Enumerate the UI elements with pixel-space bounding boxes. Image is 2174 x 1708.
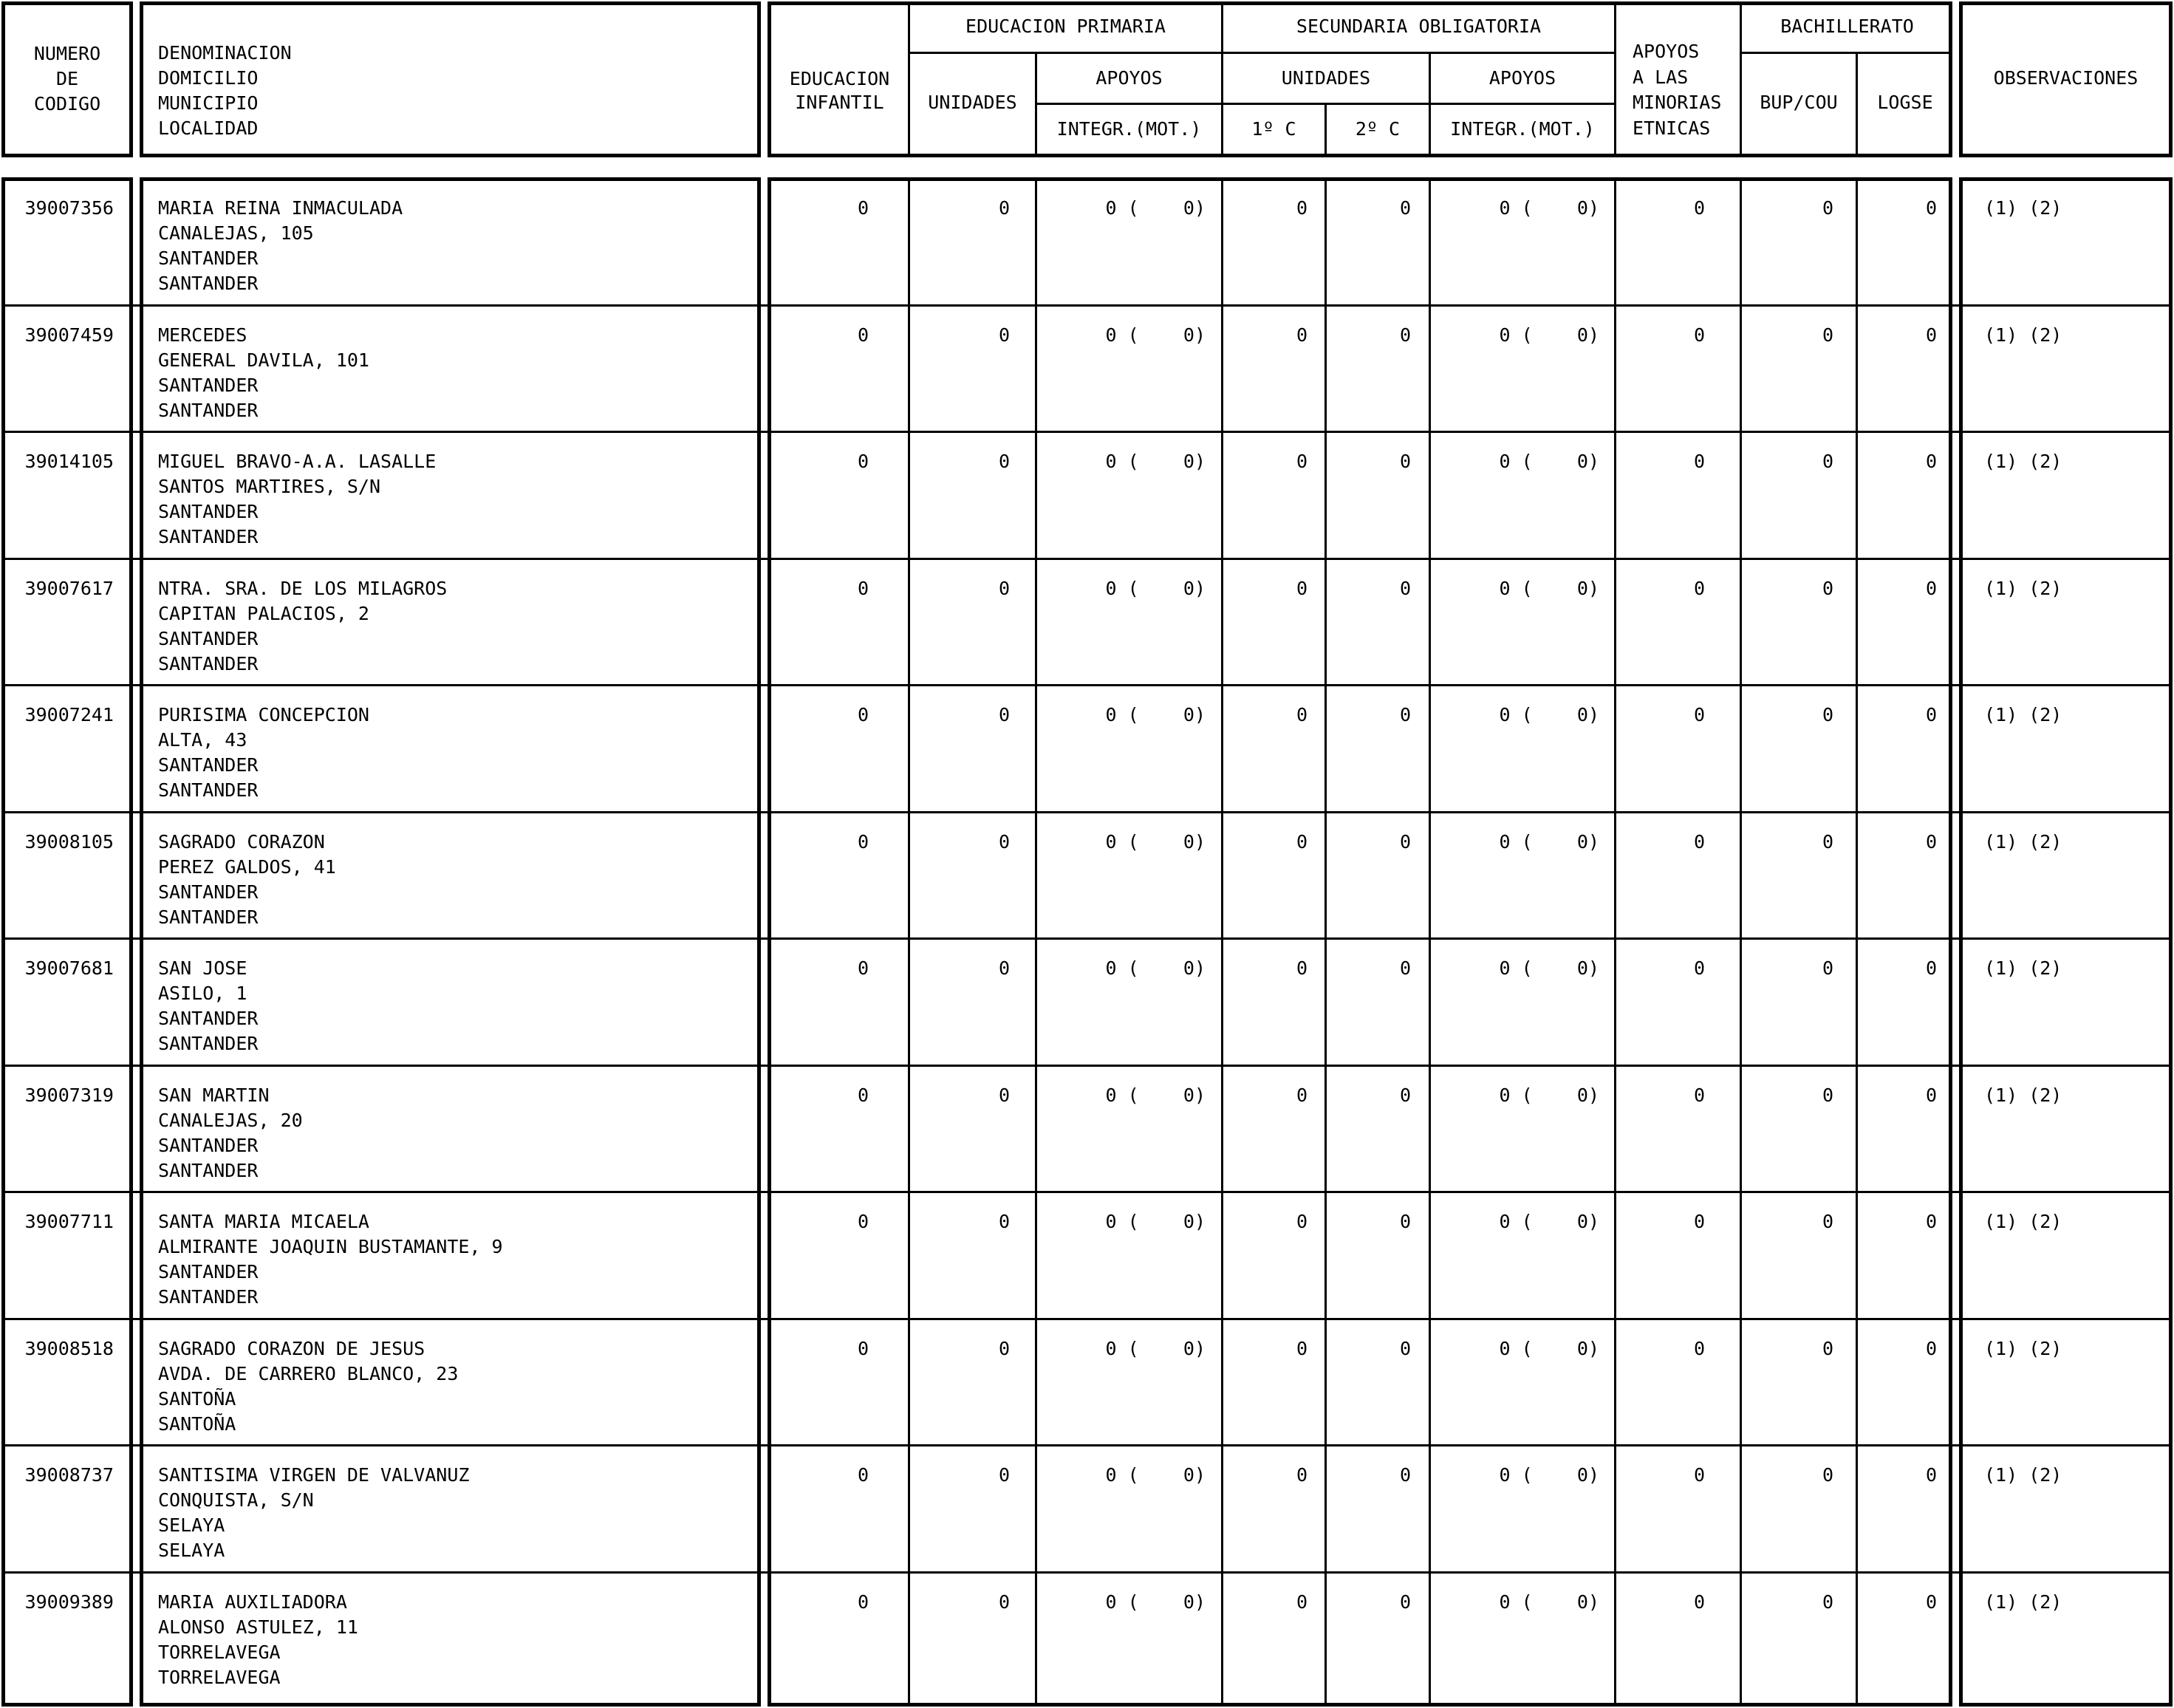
cell-secundaria-2c: 0 bbox=[1399, 1338, 1411, 1359]
cell-primaria-unidades: 0 bbox=[998, 1591, 1010, 1613]
cell-denominacion: NTRA. SRA. DE LOS MILAGROS bbox=[158, 578, 448, 599]
header-segundo-ciclo: 2º C bbox=[1355, 118, 1401, 140]
cell-domicilio: CAPITAN PALACIOS, 2 bbox=[158, 603, 369, 624]
header-divider bbox=[1740, 52, 1952, 54]
cell-bup-cou: 0 bbox=[1822, 451, 1833, 472]
cell-logse: 0 bbox=[1925, 451, 1937, 472]
cell-primaria-unidades: 0 bbox=[998, 1464, 1010, 1486]
cell-observaciones: (1) (2) bbox=[1984, 831, 2062, 853]
row-divider bbox=[1, 684, 2173, 686]
cell-localidad: SANTANDER bbox=[158, 906, 259, 928]
header-primer-ciclo: 1º C bbox=[1251, 118, 1296, 140]
header-apoyos-minorias-1: APOYOS bbox=[1633, 41, 1700, 62]
cell-municipio: SANTANDER bbox=[158, 247, 259, 269]
cell-localidad: SANTANDER bbox=[158, 273, 259, 294]
cell-secundaria-apoyos: 0 ( 0) bbox=[1499, 451, 1599, 472]
cell-denominacion: SANTA MARIA MICAELA bbox=[158, 1211, 369, 1232]
cell-localidad: TORRELAVEGA bbox=[158, 1667, 281, 1688]
cell-observaciones: (1) (2) bbox=[1984, 957, 2062, 979]
cell-primaria-unidades: 0 bbox=[998, 704, 1010, 725]
cell-secundaria-apoyos: 0 ( 0) bbox=[1499, 704, 1599, 725]
cell-codigo: 39008518 bbox=[24, 1338, 114, 1359]
cell-secundaria-2c: 0 bbox=[1399, 451, 1411, 472]
cell-codigo: 39007241 bbox=[24, 704, 114, 725]
cell-denominacion: MIGUEL BRAVO-A.A. LASALLE bbox=[158, 451, 437, 472]
row-divider bbox=[1, 1191, 2173, 1193]
cell-apoyos-minorias: 0 bbox=[1693, 831, 1705, 853]
cell-codigo: 39007617 bbox=[24, 578, 114, 599]
cell-primaria-apoyos: 0 ( 0) bbox=[1105, 1338, 1206, 1359]
cell-apoyos-minorias: 0 bbox=[1693, 451, 1705, 472]
cell-municipio: SANTOÑA bbox=[158, 1388, 236, 1410]
cell-observaciones: (1) (2) bbox=[1984, 704, 2062, 725]
header-educacion-primaria: EDUCACION PRIMARIA bbox=[965, 16, 1166, 37]
cell-secundaria-2c: 0 bbox=[1399, 1591, 1411, 1613]
cell-localidad: SANTANDER bbox=[158, 1033, 259, 1054]
cell-municipio: TORRELAVEGA bbox=[158, 1642, 281, 1663]
cell-secundaria-2c: 0 bbox=[1399, 1084, 1411, 1106]
cell-bup-cou: 0 bbox=[1822, 957, 1833, 979]
cell-educacion-infantil: 0 bbox=[857, 831, 869, 853]
cell-secundaria-2c: 0 bbox=[1399, 1211, 1411, 1232]
cell-apoyos-minorias: 0 bbox=[1693, 578, 1705, 599]
cell-primaria-apoyos: 0 ( 0) bbox=[1105, 578, 1206, 599]
cell-municipio: SANTANDER bbox=[158, 375, 259, 396]
header-primaria-unidades: UNIDADES bbox=[928, 92, 1017, 113]
cell-apoyos-minorias: 0 bbox=[1693, 197, 1705, 219]
cell-bup-cou: 0 bbox=[1822, 324, 1833, 346]
cell-secundaria-2c: 0 bbox=[1399, 1464, 1411, 1486]
header-divider bbox=[1614, 1, 1616, 157]
cell-secundaria-apoyos: 0 ( 0) bbox=[1499, 1084, 1599, 1106]
cell-domicilio: ALMIRANTE JOAQUIN BUSTAMANTE, 9 bbox=[158, 1236, 503, 1257]
header-denominacion: DENOMINACION bbox=[158, 42, 292, 64]
cell-bup-cou: 0 bbox=[1822, 197, 1833, 219]
header-educacion: EDUCACION bbox=[789, 68, 890, 89]
cell-observaciones: (1) (2) bbox=[1984, 197, 2062, 219]
header-infantil: INFANTIL bbox=[795, 92, 884, 113]
cell-bup-cou: 0 bbox=[1822, 1211, 1833, 1232]
cell-secundaria-1c: 0 bbox=[1296, 704, 1308, 725]
cell-primaria-unidades: 0 bbox=[998, 957, 1010, 979]
cell-primaria-unidades: 0 bbox=[998, 197, 1010, 219]
cell-municipio: SANTANDER bbox=[158, 1008, 259, 1029]
cell-secundaria-apoyos: 0 ( 0) bbox=[1499, 197, 1599, 219]
cell-localidad: SANTANDER bbox=[158, 400, 259, 421]
cell-apoyos-minorias: 0 bbox=[1693, 1591, 1705, 1613]
cell-primaria-unidades: 0 bbox=[998, 831, 1010, 853]
cell-secundaria-1c: 0 bbox=[1296, 578, 1308, 599]
row-divider bbox=[1, 1571, 2173, 1574]
row-divider bbox=[1, 304, 2173, 307]
header-secundaria-obligatoria: SECUNDARIA OBLIGATORIA bbox=[1296, 16, 1542, 37]
cell-domicilio: CONQUISTA, S/N bbox=[158, 1489, 314, 1511]
cell-secundaria-1c: 0 bbox=[1296, 1464, 1308, 1486]
cell-logse: 0 bbox=[1925, 197, 1937, 219]
cell-secundaria-1c: 0 bbox=[1296, 324, 1308, 346]
cell-observaciones: (1) (2) bbox=[1984, 1338, 2062, 1359]
cell-secundaria-apoyos: 0 ( 0) bbox=[1499, 957, 1599, 979]
cell-apoyos-minorias: 0 bbox=[1693, 1084, 1705, 1106]
header-logse: LOGSE bbox=[1877, 92, 1933, 113]
cell-bup-cou: 0 bbox=[1822, 1464, 1833, 1486]
cell-bup-cou: 0 bbox=[1822, 1338, 1833, 1359]
header-apoyos-minorias-3: MINORIAS bbox=[1633, 92, 1722, 113]
cell-observaciones: (1) (2) bbox=[1984, 324, 2062, 346]
header-de: DE bbox=[55, 68, 79, 89]
cell-domicilio: ALTA, 43 bbox=[158, 729, 247, 751]
cell-codigo: 39007681 bbox=[24, 957, 114, 979]
cell-educacion-infantil: 0 bbox=[857, 197, 869, 219]
cell-educacion-infantil: 0 bbox=[857, 1464, 869, 1486]
cell-domicilio: AVDA. DE CARRERO BLANCO, 23 bbox=[158, 1363, 459, 1384]
cell-domicilio: CANALEJAS, 105 bbox=[158, 222, 314, 244]
cell-bup-cou: 0 bbox=[1822, 704, 1833, 725]
row-divider bbox=[1, 558, 2173, 560]
cell-domicilio: PEREZ GALDOS, 41 bbox=[158, 856, 336, 878]
header-divider bbox=[908, 52, 1614, 54]
cell-domicilio: ASILO, 1 bbox=[158, 983, 247, 1004]
header-apoyos-minorias-2: A LAS bbox=[1633, 66, 1689, 88]
cell-observaciones: (1) (2) bbox=[1984, 451, 2062, 472]
cell-apoyos-minorias: 0 bbox=[1693, 957, 1705, 979]
cell-secundaria-2c: 0 bbox=[1399, 957, 1411, 979]
cell-codigo: 39007711 bbox=[24, 1211, 114, 1232]
cell-logse: 0 bbox=[1925, 957, 1937, 979]
cell-secundaria-apoyos: 0 ( 0) bbox=[1499, 578, 1599, 599]
cell-primaria-unidades: 0 bbox=[998, 1338, 1010, 1359]
cell-localidad: SANTANDER bbox=[158, 1160, 259, 1181]
cell-denominacion: PURISIMA CONCEPCION bbox=[158, 704, 369, 725]
cell-denominacion: SAN MARTIN bbox=[158, 1084, 270, 1106]
row-divider bbox=[1, 1318, 2173, 1320]
cell-secundaria-apoyos: 0 ( 0) bbox=[1499, 1338, 1599, 1359]
cell-apoyos-minorias: 0 bbox=[1693, 1464, 1705, 1486]
header-observaciones: OBSERVACIONES bbox=[1993, 67, 2139, 89]
cell-primaria-unidades: 0 bbox=[998, 1211, 1010, 1232]
cell-secundaria-1c: 0 bbox=[1296, 1338, 1308, 1359]
cell-codigo: 39009389 bbox=[24, 1591, 114, 1613]
cell-domicilio: ALONSO ASTULEZ, 11 bbox=[158, 1616, 358, 1638]
header-bachillerato: BACHILLERATO bbox=[1780, 16, 1914, 37]
header-domicilio: DOMICILIO bbox=[158, 67, 259, 89]
cell-codigo: 39008737 bbox=[24, 1464, 114, 1486]
cell-municipio: SANTANDER bbox=[158, 754, 259, 776]
header-secundaria-apoyos: APOYOS bbox=[1488, 67, 1556, 89]
cell-secundaria-apoyos: 0 ( 0) bbox=[1499, 1464, 1599, 1486]
cell-primaria-apoyos: 0 ( 0) bbox=[1105, 831, 1206, 853]
cell-secundaria-apoyos: 0 ( 0) bbox=[1499, 1211, 1599, 1232]
cell-logse: 0 bbox=[1925, 324, 1937, 346]
cell-domicilio: CANALEJAS, 20 bbox=[158, 1110, 303, 1131]
cell-apoyos-minorias: 0 bbox=[1693, 1338, 1705, 1359]
cell-municipio: SANTANDER bbox=[158, 1261, 259, 1282]
header-primaria-integr: INTEGR.(MOT.) bbox=[1056, 118, 1202, 140]
cell-primaria-apoyos: 0 ( 0) bbox=[1105, 1084, 1206, 1106]
cell-secundaria-apoyos: 0 ( 0) bbox=[1499, 324, 1599, 346]
cell-secundaria-2c: 0 bbox=[1399, 324, 1411, 346]
cell-bup-cou: 0 bbox=[1822, 578, 1833, 599]
cell-educacion-infantil: 0 bbox=[857, 1338, 869, 1359]
cell-localidad: SANTANDER bbox=[158, 653, 259, 674]
cell-secundaria-apoyos: 0 ( 0) bbox=[1499, 1591, 1599, 1613]
cell-logse: 0 bbox=[1925, 831, 1937, 853]
cell-denominacion: MARIA AUXILIADORA bbox=[158, 1591, 347, 1613]
row-divider bbox=[1, 1065, 2173, 1067]
cell-localidad: SANTANDER bbox=[158, 526, 259, 547]
row-divider bbox=[1, 431, 2173, 433]
cell-primaria-apoyos: 0 ( 0) bbox=[1105, 324, 1206, 346]
cell-logse: 0 bbox=[1925, 1211, 1937, 1232]
cell-secundaria-1c: 0 bbox=[1296, 197, 1308, 219]
cell-denominacion: SAN JOSE bbox=[158, 957, 247, 979]
header-divider bbox=[1035, 103, 1614, 105]
cell-educacion-infantil: 0 bbox=[857, 1084, 869, 1106]
cell-primaria-unidades: 0 bbox=[998, 451, 1010, 472]
cell-denominacion: MARIA REINA INMACULADA bbox=[158, 197, 403, 219]
header-primaria-apoyos: APOYOS bbox=[1095, 67, 1163, 89]
cell-logse: 0 bbox=[1925, 1338, 1937, 1359]
header-secundaria-unidades: UNIDADES bbox=[1281, 67, 1371, 89]
cell-logse: 0 bbox=[1925, 1084, 1937, 1106]
header-apoyos-minorias-4: ETNICAS bbox=[1633, 117, 1711, 139]
cell-educacion-infantil: 0 bbox=[857, 1211, 869, 1232]
header-localidad: LOCALIDAD bbox=[158, 117, 259, 139]
cell-educacion-infantil: 0 bbox=[857, 578, 869, 599]
cell-localidad: SELAYA bbox=[158, 1540, 225, 1561]
cell-secundaria-1c: 0 bbox=[1296, 1084, 1308, 1106]
cell-logse: 0 bbox=[1925, 1591, 1937, 1613]
cell-denominacion: SANTISIMA VIRGEN DE VALVANUZ bbox=[158, 1464, 470, 1486]
header-numero: NUMERO bbox=[33, 43, 101, 64]
cell-apoyos-minorias: 0 bbox=[1693, 704, 1705, 725]
cell-denominacion: SAGRADO CORAZON DE JESUS bbox=[158, 1338, 425, 1359]
cell-apoyos-minorias: 0 bbox=[1693, 324, 1705, 346]
cell-secundaria-1c: 0 bbox=[1296, 831, 1308, 853]
header-bup-cou: BUP/COU bbox=[1760, 92, 1838, 113]
cell-primaria-unidades: 0 bbox=[998, 578, 1010, 599]
cell-codigo: 39007459 bbox=[24, 324, 114, 346]
cell-observaciones: (1) (2) bbox=[1984, 1084, 2062, 1106]
cell-denominacion: SAGRADO CORAZON bbox=[158, 831, 325, 853]
cell-educacion-infantil: 0 bbox=[857, 451, 869, 472]
header-municipio: MUNICIPIO bbox=[158, 92, 259, 114]
cell-logse: 0 bbox=[1925, 1464, 1937, 1486]
cell-primaria-apoyos: 0 ( 0) bbox=[1105, 1591, 1206, 1613]
cell-codigo: 39007319 bbox=[24, 1084, 114, 1106]
cell-secundaria-2c: 0 bbox=[1399, 578, 1411, 599]
cell-bup-cou: 0 bbox=[1822, 1084, 1833, 1106]
cell-codigo: 39014105 bbox=[24, 451, 114, 472]
cell-secundaria-2c: 0 bbox=[1399, 704, 1411, 725]
cell-secundaria-2c: 0 bbox=[1399, 197, 1411, 219]
cell-educacion-infantil: 0 bbox=[857, 1591, 869, 1613]
cell-educacion-infantil: 0 bbox=[857, 324, 869, 346]
cell-logse: 0 bbox=[1925, 578, 1937, 599]
cell-educacion-infantil: 0 bbox=[857, 957, 869, 979]
cell-observaciones: (1) (2) bbox=[1984, 578, 2062, 599]
cell-municipio: SANTANDER bbox=[158, 881, 259, 903]
cell-primaria-unidades: 0 bbox=[998, 1084, 1010, 1106]
cell-primaria-apoyos: 0 ( 0) bbox=[1105, 957, 1206, 979]
cell-primaria-apoyos: 0 ( 0) bbox=[1105, 451, 1206, 472]
cell-municipio: SELAYA bbox=[158, 1514, 225, 1536]
row-divider bbox=[1, 1444, 2173, 1446]
cell-primaria-unidades: 0 bbox=[998, 324, 1010, 346]
cell-localidad: SANTANDER bbox=[158, 1286, 259, 1308]
cell-municipio: SANTANDER bbox=[158, 1135, 259, 1156]
cell-municipio: SANTANDER bbox=[158, 628, 259, 649]
cell-logse: 0 bbox=[1925, 704, 1937, 725]
cell-codigo: 39007356 bbox=[24, 197, 114, 219]
cell-codigo: 39008105 bbox=[24, 831, 114, 853]
cell-secundaria-1c: 0 bbox=[1296, 1591, 1308, 1613]
cell-observaciones: (1) (2) bbox=[1984, 1591, 2062, 1613]
cell-educacion-infantil: 0 bbox=[857, 704, 869, 725]
row-divider bbox=[1, 811, 2173, 813]
cell-secundaria-2c: 0 bbox=[1399, 831, 1411, 853]
header-secundaria-integr: INTEGR.(MOT.) bbox=[1450, 118, 1595, 140]
cell-primaria-apoyos: 0 ( 0) bbox=[1105, 197, 1206, 219]
cell-apoyos-minorias: 0 bbox=[1693, 1211, 1705, 1232]
cell-domicilio: GENERAL DAVILA, 101 bbox=[158, 349, 369, 371]
cell-bup-cou: 0 bbox=[1822, 1591, 1833, 1613]
cell-observaciones: (1) (2) bbox=[1984, 1211, 2062, 1232]
cell-denominacion: MERCEDES bbox=[158, 324, 247, 346]
cell-primaria-apoyos: 0 ( 0) bbox=[1105, 704, 1206, 725]
cell-secundaria-apoyos: 0 ( 0) bbox=[1499, 831, 1599, 853]
cell-observaciones: (1) (2) bbox=[1984, 1464, 2062, 1486]
cell-secundaria-1c: 0 bbox=[1296, 1211, 1308, 1232]
cell-primaria-apoyos: 0 ( 0) bbox=[1105, 1464, 1206, 1486]
row-divider bbox=[1, 937, 2173, 940]
cell-municipio: SANTANDER bbox=[158, 501, 259, 522]
cell-secundaria-1c: 0 bbox=[1296, 451, 1308, 472]
cell-domicilio: SANTOS MARTIRES, S/N bbox=[158, 476, 381, 497]
cell-bup-cou: 0 bbox=[1822, 831, 1833, 853]
cell-primaria-apoyos: 0 ( 0) bbox=[1105, 1211, 1206, 1232]
cell-localidad: SANTANDER bbox=[158, 779, 259, 801]
header-codigo: CODIGO bbox=[33, 93, 101, 115]
cell-secundaria-1c: 0 bbox=[1296, 957, 1308, 979]
cell-localidad: SANTOÑA bbox=[158, 1413, 236, 1435]
